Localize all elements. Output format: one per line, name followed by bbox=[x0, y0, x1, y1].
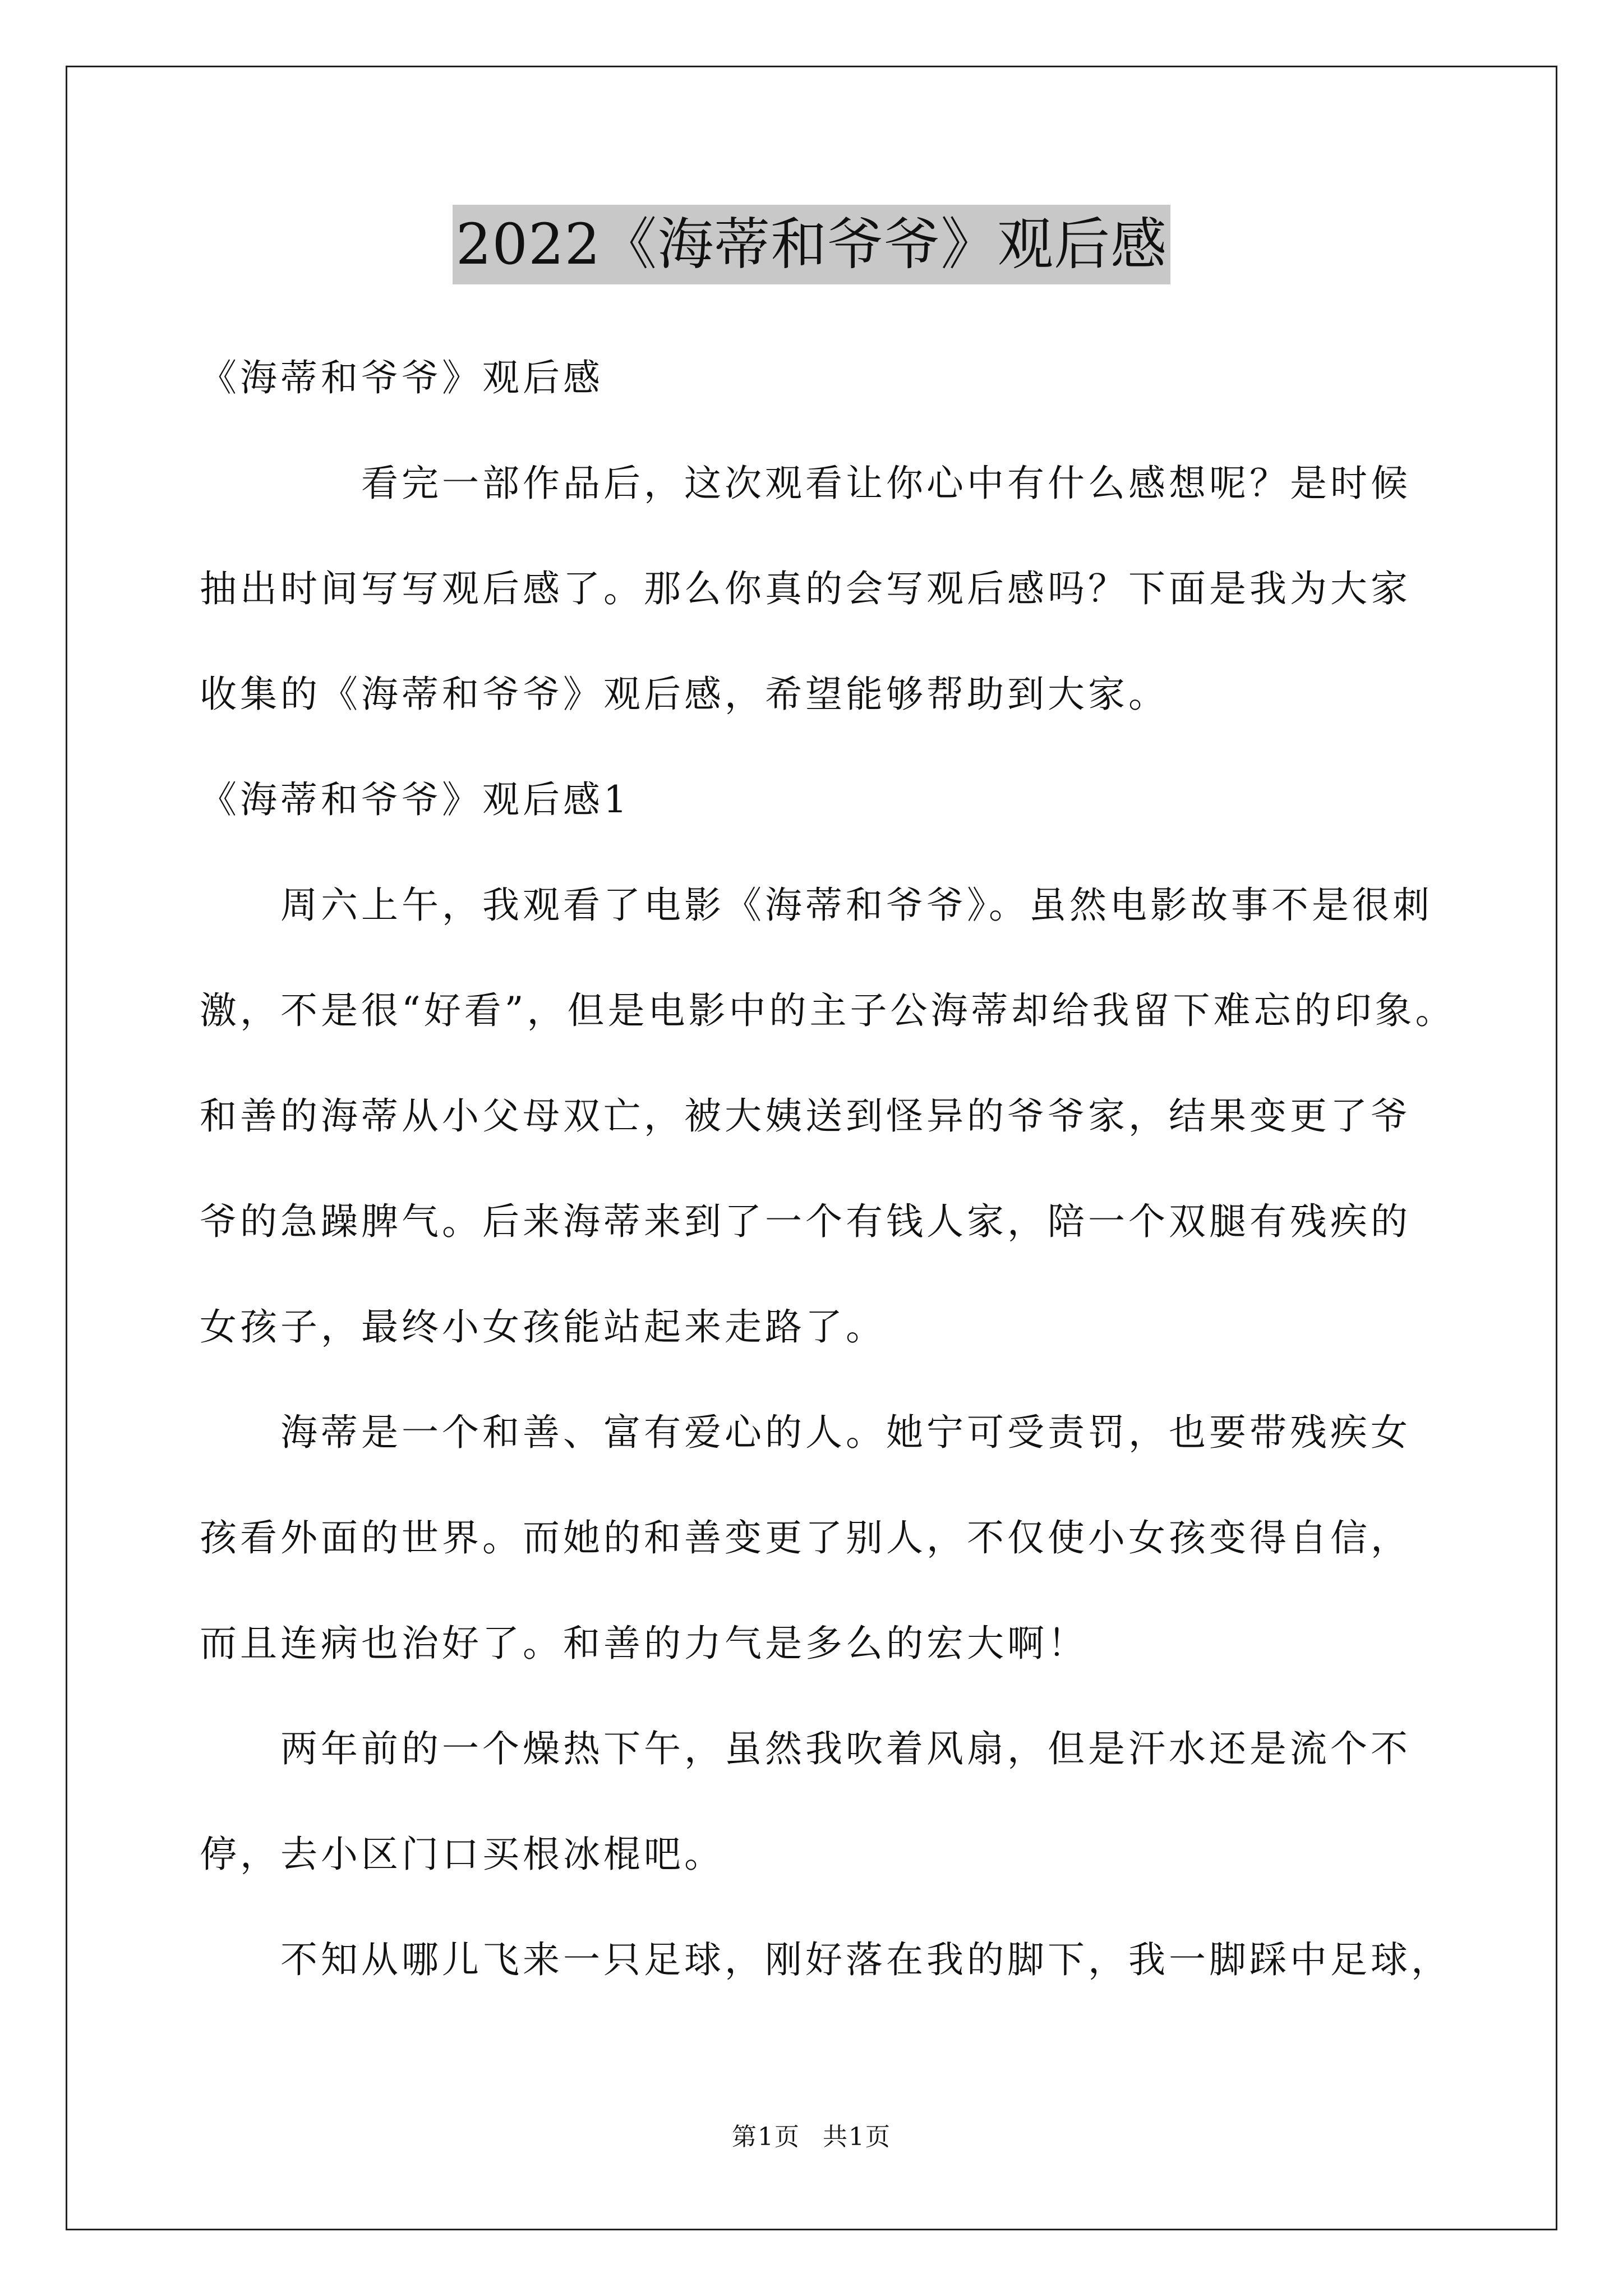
body-line: 周六上午，我观看了电影《海蒂和爷爷》。虽然电影故事不是很刺 bbox=[280, 884, 1433, 927]
section-heading: 《海蒂和爷爷》观后感1 bbox=[200, 778, 630, 821]
document-title: 2022《海蒂和爷爷》观后感 bbox=[453, 205, 1171, 284]
body-line: 看完一部作品后，这次观看让你心中有什么感想呢？是时候 bbox=[361, 462, 1411, 505]
body-line: 海蒂是一个和善、富有爱心的人。她宁可受责罚，也要带残疾女 bbox=[280, 1411, 1411, 1454]
body-line: 女孩子，最终小女孩能站起来走路了。 bbox=[200, 1305, 886, 1349]
document-body bbox=[200, 325, 1456, 2013]
body-line: 不知从哪儿飞来一只足球，刚好落在我的脚下，我一脚踩中足球， bbox=[280, 1938, 1451, 1981]
page-footer bbox=[0, 2120, 1623, 2154]
page-total: 共1页 bbox=[823, 2123, 891, 2151]
body-line: 激，不是很“好看”，但是电影中的主子公海蒂却给我留下难忘的印象。 bbox=[200, 989, 1456, 1032]
page-number: 第1页 bbox=[732, 2123, 800, 2151]
body-line: 收集的《海蒂和爷爷》观后感，希望能够帮助到大家。 bbox=[200, 673, 1169, 716]
title-container bbox=[0, 205, 1623, 284]
body-line: 和善的海蒂从小父母双亡，被大姨送到怪异的爷爷家，结果变更了爷 bbox=[200, 1094, 1411, 1138]
body-line: 两年前的一个燥热下午，虽然我吹着风扇，但是汗水还是流个不 bbox=[280, 1727, 1411, 1770]
body-line: 停，去小区门口买根冰棍吧。 bbox=[200, 1833, 725, 1876]
body-line: 而且连病也治好了。和善的力气是多么的宏大啊！ bbox=[200, 1622, 1088, 1665]
subtitle-line: 《海蒂和爷爷》观后感 bbox=[200, 356, 603, 399]
body-line: 爷的急躁脾气。后来海蒂来到了一个有钱人家，陪一个双腿有残疾的 bbox=[200, 1200, 1411, 1243]
body-line: 孩看外面的世界。而她的和善变更了别人，不仅使小女孩变得自信， bbox=[200, 1516, 1411, 1559]
body-line: 抽出时间写写观后感了。那么你真的会写观后感吗？下面是我为大家 bbox=[200, 567, 1411, 610]
